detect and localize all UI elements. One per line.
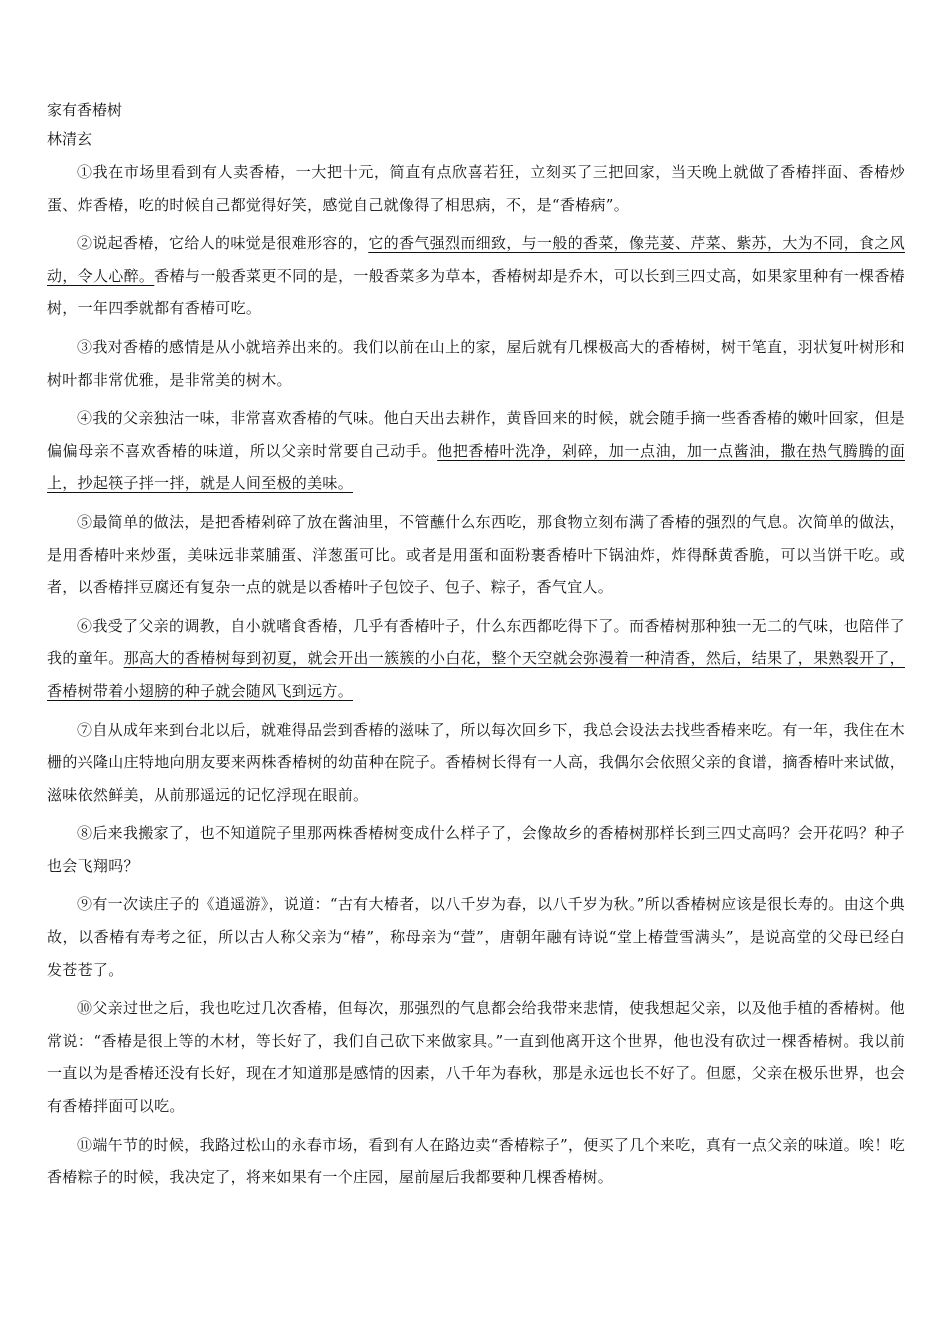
article-title: 家有香椿树 xyxy=(47,101,123,119)
paragraph-6-text: ⑥我受了父亲的调教，自小就嗜食香椿，几乎有香椿叶子，什么东西都吃得下了。而香椿树那种独一无二的气味，也陪伴了我的童年。 xyxy=(47,616,905,668)
paragraph-4-text: ④我的父亲独沽一味，非常喜欢香椿的气味。他白天出去耕作，黄昏回来的时候，就会随手摘一些香香椿的嫩叶回家，但是偏偏母亲不喜欢香椿的味道，所以父亲时常要自己动手。 xyxy=(47,409,905,460)
article-author: 林清玄 xyxy=(47,130,93,148)
paragraph-4 xyxy=(47,402,905,500)
paragraph-6-underlined-text: 那高大的香椿树每到初夏，就会开出一簇簇的小白花，整个天空就会弥漫着一种清香，然后，结果了，果熟裂开了，香椿树带着小翅膀的种子就会随风飞到远方。 xyxy=(47,649,905,700)
paragraph-2-text: ②说起香椿，它给人的味觉是很难形容的， xyxy=(77,234,369,253)
paragraph-9: ⑨有一次读庄子的《逍遥游》，说道：“古有大椿者，以八千岁为春，以八千岁为秋。”所以香椿树应该是很长寿的。由这个典故，以香椿有寿考之征，所以古人称父亲为“椿”，称母亲为“萱”，唐朝年融有诗说“堂上椿萱雪满头”，是说高堂的父母已经白发苍苍了。 xyxy=(47,895,905,979)
paragraph-5: ⑤最简单的做法，是把香椿剁碎了放在酱油里，不管蘸什么东西吃，那食物立刻布满了香椿的强烈的气息。次简单的做法，是用香椿叶来炒蛋，美味远非菜脯蛋、洋葱蛋可比。或者是用蛋和面粉裹香椿叶下锅油炸，炸得酥黄香脆，可以当饼干吃。或者，以香椿拌豆腐还有复杂一点的就是以香椿叶子包饺子、包子、粽子，香气宜人。 xyxy=(47,512,905,597)
paragraph-6 xyxy=(47,610,905,708)
paragraph-11: ⑪端午节的时候，我路过松山的永春市场，看到有人在路边卖“香椿粽子”，便买了几个来吃，真有一点父亲的味道。唉！吃香椿粽子的时候，我决定了，将来如果有一个庄园，屋前屋后我都要种几棵香椿树。 xyxy=(47,1135,905,1187)
paragraph-2 xyxy=(47,227,905,325)
paragraph-4-underlined-text: 他把香椿叶洗净，剁碎，加一点油，加一点酱油，撒在热气腾腾的面上，抄起筷子拌一拌，就是人间至极的美味。 xyxy=(47,441,905,493)
document-page xyxy=(47,96,905,1194)
paragraph-2-text-end: 香椿与一般香菜更不同的是，一般香菜多为草本，香椿树却是乔木，可以长到三四丈高，如果家里种有一棵香椿树，一年四季就都有香椿可吃。 xyxy=(47,266,905,318)
paragraph-1: ①我在市场里看到有人卖香椿，一大把十元，简直有点欣喜若狂，立刻买了三把回家，当天晚上就做了香椿拌面、香椿炒蛋、炸香椿，吃的时候自己都觉得好笑，感觉自己就像得了相思病，不，是“香椿病”。 xyxy=(47,163,905,214)
paragraph-10: ⑩父亲过世之后，我也吃过几次香椿，但每次，那强烈的气息都会给我带来悲情，使我想起父亲，以及他手植的香椿树。他常说：“香椿是很上等的木材，等长好了，我们自己砍下来做家具。”一直到他离开这个世界，他也没有砍过一棵香椿树。我以前一直以为是香椿还没有长好，现在才知道那是感情的因素，八千年为春秋，那是永远也长不好了。但愿，父亲在极乐世界，也会有香椿拌面可以吃。 xyxy=(47,999,905,1116)
paragraph-8: ⑧后来我搬家了，也不知道院子里那两株香椿树变成什么样子了，会像故乡的香椿树那样长到三四丈高吗？会开花吗？种子也会飞翔吗？ xyxy=(47,824,905,875)
paragraph-3: ③我对香椿的感情是从小就培养出来的。我们以前在山上的家，屋后就有几棵极高大的香椿树，树干笔直，羽状复叶树形和树叶都非常优雅，是非常美的树木。 xyxy=(47,337,905,389)
paragraph-7: ⑦自从成年来到台北以后，就难得品尝到香椿的滋味了，所以每次回乡下，我总会设法去找些香椿来吃。有一年，我住在木栅的兴隆山庄特地向朋友要来两株香椿树的幼苗种在院子。香椿树长得有一人高，我偶尔会依照父亲的食谱，摘香椿叶来试做，滋味依然鲜美，从前那遥远的记忆浮现在眼前。 xyxy=(47,720,905,804)
paragraph-2-underlined-text: 它的香气强烈而细致，与一般的香菜，像芫荽、芹菜、紫苏，大为不同，食之风动，令人心醉。 xyxy=(47,234,905,285)
